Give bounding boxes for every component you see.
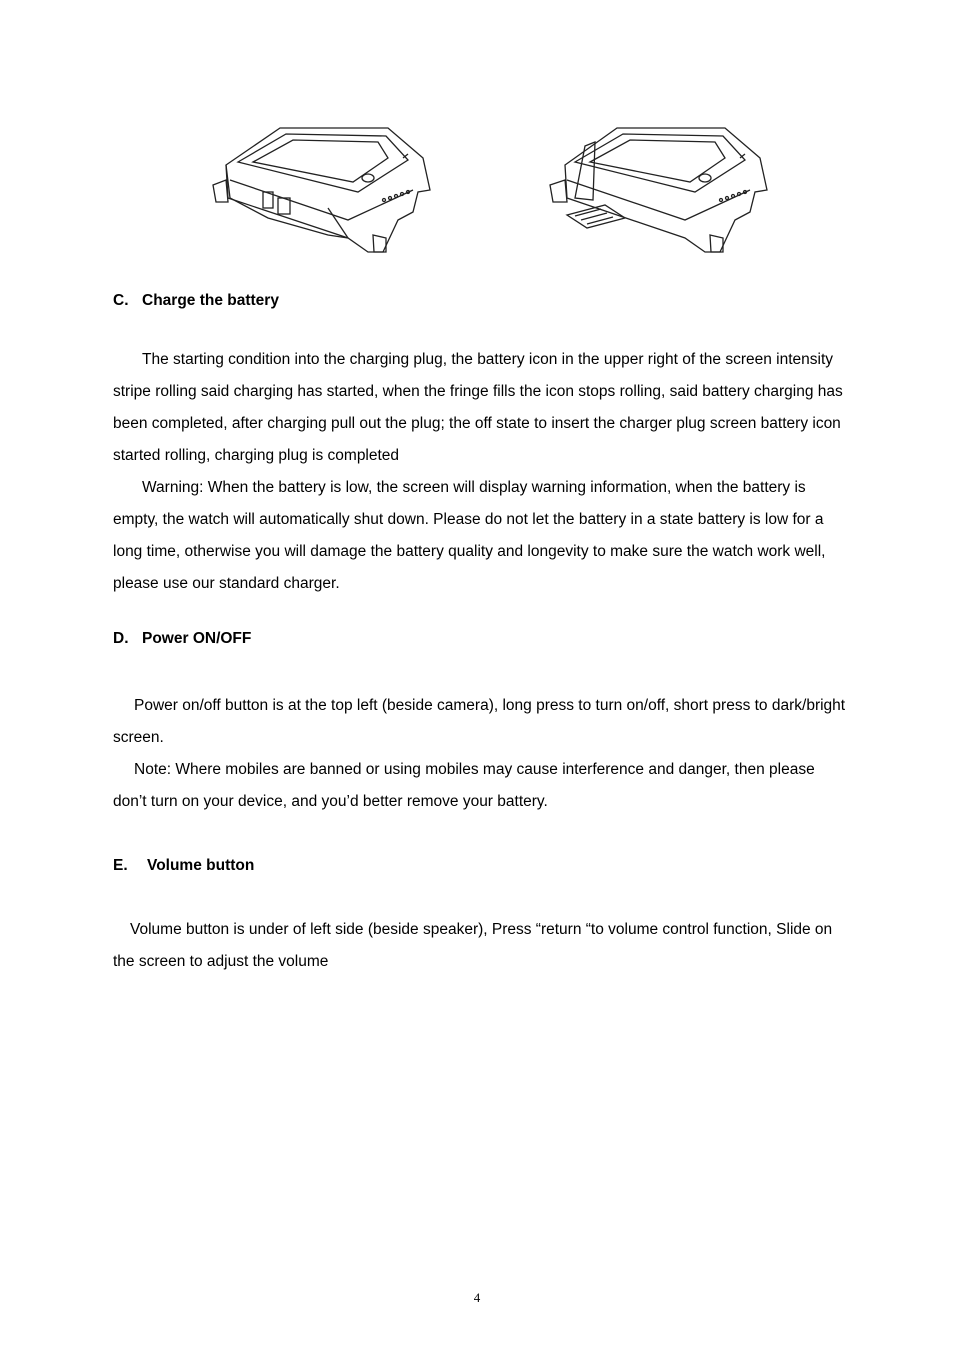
section-e-letter: E. — [113, 857, 128, 874]
section-e-paragraph-1: Volume button is under of left side (beside speaker), Press “return “to volume control function, Slide on the screen to adjust the volume — [113, 921, 833, 970]
section-c-heading — [113, 291, 279, 311]
section-d-paragraph-2: Note: Where mobiles are banned or using mobiles may cause interference and danger, then please don’t turn on your device, and you’d better remove your battery. — [113, 761, 815, 810]
section-c-title: Charge the battery — [142, 292, 279, 309]
section-c-letter: C. — [113, 292, 129, 309]
watch-illustration-closed — [208, 120, 444, 258]
section-e-heading — [113, 856, 254, 876]
section-c-paragraph-2: Warning: When the battery is low, the screen will display warning information, when the battery is empty, the watch will automatically shut down. Please do not let the battery in a state battery is low for a long time, otherwise you will damage the battery quality and longevity to make sure the watch work well, please use our standard charger. — [113, 479, 826, 592]
section-d-title: Power ON/OFF — [142, 630, 252, 647]
section-e-title: Volume button — [147, 857, 255, 874]
section-c-paragraph-1: The starting condition into the charging plug, the battery icon in the upper right of the screen intensity stripe rolling said charging has started, when the fringe fills the icon stops rolling, said battery charging has been completed, after charging pull out the plug; the off state to insert the charger plug screen battery icon started rolling, charging plug is completed — [113, 351, 843, 464]
section-d-heading — [113, 629, 251, 649]
section-d-paragraph-1: Power on/off button is at the top left (beside camera), long press to turn on/off, short press to dark/bright screen. — [113, 697, 846, 746]
watch-illustration-open — [545, 120, 781, 258]
page-number: 4 — [473, 1290, 481, 1305]
section-d-letter: D. — [113, 630, 129, 647]
